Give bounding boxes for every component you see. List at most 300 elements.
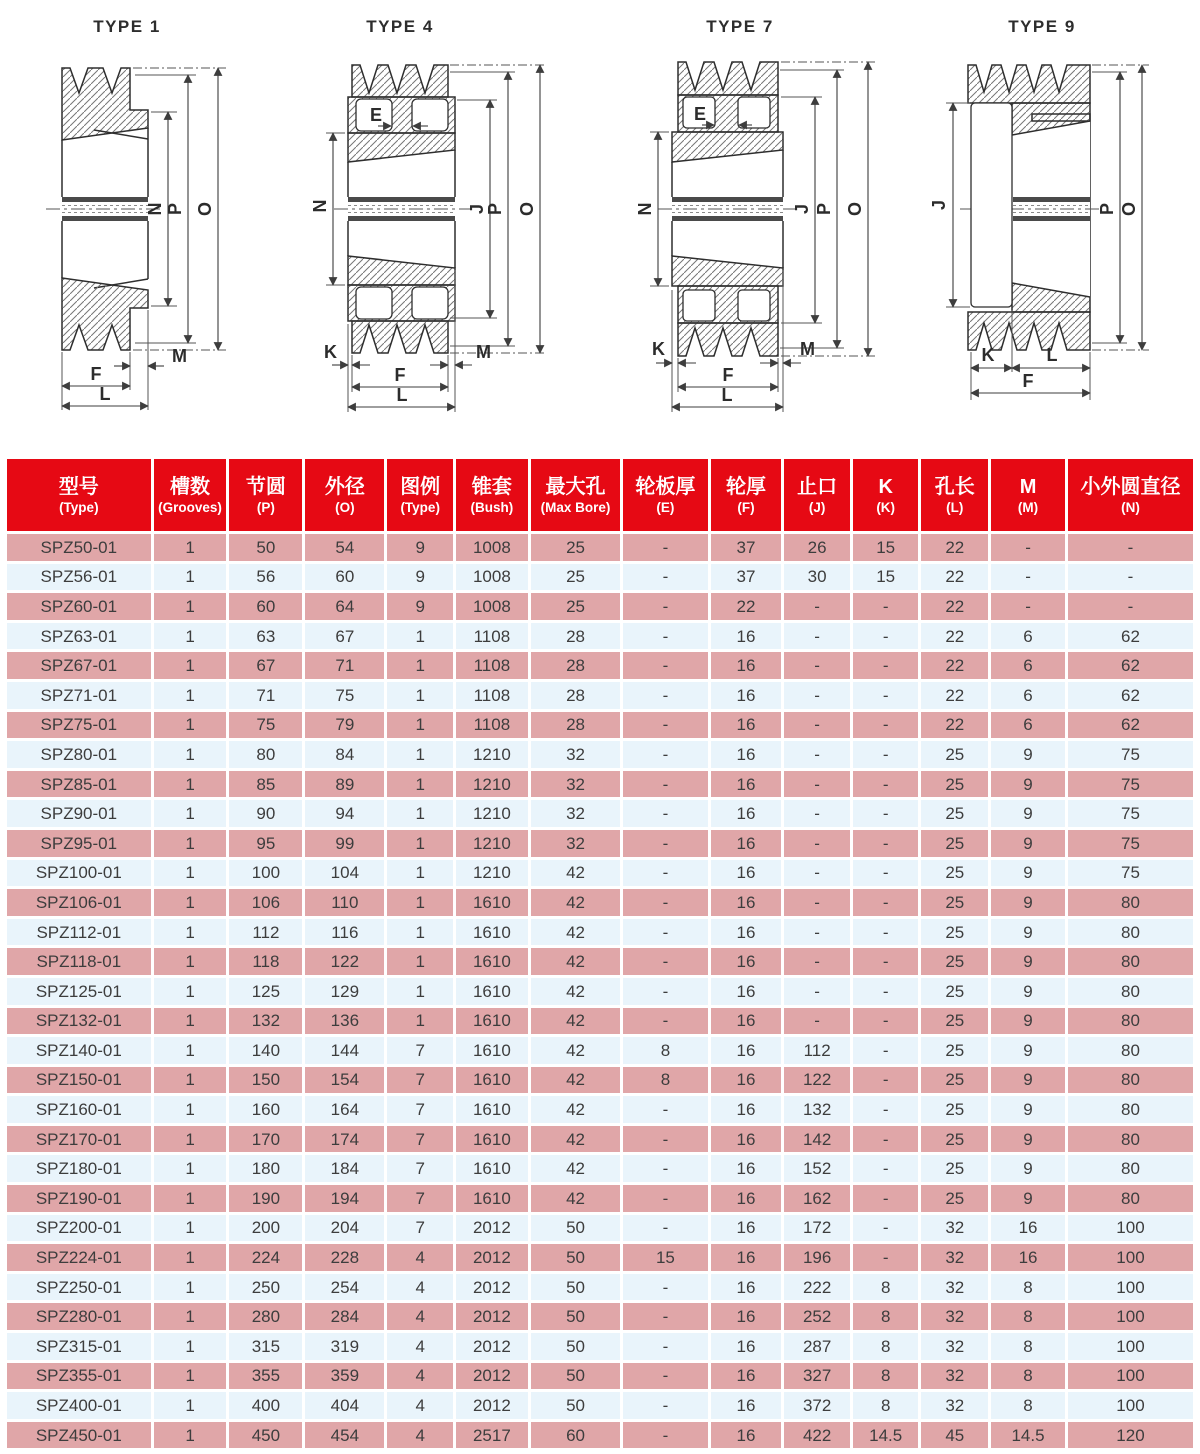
cell-r8-c1: 1 <box>154 771 227 798</box>
cell-r27-c5: 2012 <box>456 1333 528 1360</box>
cell-r12-c4: 1 <box>387 889 453 916</box>
cell-r1-c13: - <box>1068 564 1193 591</box>
cell-r25-c5: 2012 <box>456 1274 528 1301</box>
cell-r5-c0: SPZ71-01 <box>7 682 151 709</box>
dim-label-o: O <box>845 201 865 217</box>
cell-r9-c9: - <box>784 800 850 827</box>
cell-r6-c10: - <box>853 712 919 739</box>
cell-r14-c13: 80 <box>1068 948 1193 975</box>
cell-r19-c2: 160 <box>229 1096 302 1123</box>
cell-r23-c13: 100 <box>1068 1215 1193 1242</box>
cell-r14-c4: 1 <box>387 948 453 975</box>
cell-r1-c5: 1008 <box>456 564 528 591</box>
cell-r2-c3: 64 <box>305 593 384 620</box>
cell-r17-c11: 25 <box>921 1037 988 1064</box>
cell-r3-c1: 1 <box>154 623 227 650</box>
cell-r26-c7: - <box>623 1303 707 1330</box>
pulley-cross-section <box>960 65 1102 350</box>
cell-r19-c8: 16 <box>711 1096 782 1123</box>
column-header-2 <box>229 459 302 531</box>
dim-label-n: N <box>310 199 330 213</box>
cell-r16-c12: 9 <box>991 1008 1065 1035</box>
column-header-en: (N) <box>1121 499 1140 515</box>
cell-r10-c0: SPZ95-01 <box>7 830 151 857</box>
cell-r7-c9: - <box>784 741 850 768</box>
cell-r11-c11: 25 <box>921 860 988 887</box>
cell-r24-c3: 228 <box>305 1244 384 1271</box>
dim-label-p: P <box>485 202 505 216</box>
table-row-SPZ118-01 <box>7 948 1193 975</box>
cell-r20-c5: 1610 <box>456 1126 528 1153</box>
column-header-5 <box>456 459 528 531</box>
cell-r26-c0: SPZ280-01 <box>7 1303 151 1330</box>
cell-r11-c6: 42 <box>531 860 621 887</box>
cell-r25-c10: 8 <box>853 1274 919 1301</box>
cell-r13-c4: 1 <box>387 919 453 946</box>
cell-r22-c13: 80 <box>1068 1185 1193 1212</box>
cell-r17-c1: 1 <box>154 1037 227 1064</box>
cell-r27-c9: 287 <box>784 1333 850 1360</box>
table-row-SPZ140-01 <box>7 1037 1193 1064</box>
dim-label-o: O <box>517 201 537 217</box>
cell-r12-c7: - <box>623 889 707 916</box>
cell-r1-c8: 37 <box>711 564 782 591</box>
cell-r23-c12: 16 <box>991 1215 1065 1242</box>
cell-r17-c0: SPZ140-01 <box>7 1037 151 1064</box>
cell-r4-c3: 71 <box>305 652 384 679</box>
cell-r5-c12: 6 <box>991 682 1065 709</box>
cell-r23-c8: 16 <box>711 1215 782 1242</box>
cell-r27-c10: 8 <box>853 1333 919 1360</box>
cell-r29-c11: 32 <box>921 1392 988 1419</box>
diagram-title: TYPE 1 <box>93 17 161 36</box>
diagram-strip <box>0 0 1200 456</box>
dim-label-m: M <box>800 339 815 359</box>
cell-r18-c0: SPZ150-01 <box>7 1067 151 1094</box>
cell-r29-c13: 100 <box>1068 1392 1193 1419</box>
cell-r6-c13: 62 <box>1068 712 1193 739</box>
cell-r4-c11: 22 <box>921 652 988 679</box>
cell-r30-c9: 422 <box>784 1422 850 1449</box>
table-row-SPZ180-01 <box>7 1155 1193 1182</box>
cell-r7-c10: - <box>853 741 919 768</box>
cell-r12-c13: 80 <box>1068 889 1193 916</box>
cell-r11-c1: 1 <box>154 860 227 887</box>
column-header-en: (O) <box>335 499 355 515</box>
cell-r15-c12: 9 <box>991 978 1065 1005</box>
cell-r18-c5: 1610 <box>456 1067 528 1094</box>
cell-r1-c1: 1 <box>154 564 227 591</box>
cell-r1-c0: SPZ56-01 <box>7 564 151 591</box>
cell-r13-c11: 25 <box>921 919 988 946</box>
table-row-SPZ280-01 <box>7 1303 1193 1330</box>
cell-r10-c5: 1210 <box>456 830 528 857</box>
column-header-en: (M) <box>1017 499 1039 515</box>
column-header-zh: 图例 <box>400 475 441 498</box>
cell-r5-c1: 1 <box>154 682 227 709</box>
cell-r12-c9: - <box>784 889 850 916</box>
cell-r6-c11: 22 <box>921 712 988 739</box>
table-row-SPZ450-01 <box>7 1422 1193 1449</box>
cell-r0-c11: 22 <box>921 534 988 561</box>
dim-label-n: N <box>145 202 165 216</box>
cell-r24-c12: 16 <box>991 1244 1065 1271</box>
cell-r25-c12: 8 <box>991 1274 1065 1301</box>
cell-r27-c0: SPZ315-01 <box>7 1333 151 1360</box>
dim-label-f: F <box>722 365 734 385</box>
cell-r16-c13: 80 <box>1068 1008 1193 1035</box>
pulley-cross-section <box>658 62 798 356</box>
cell-r4-c1: 1 <box>154 652 227 679</box>
cell-r10-c1: 1 <box>154 830 227 857</box>
cell-r9-c13: 75 <box>1068 800 1193 827</box>
cell-r20-c2: 170 <box>229 1126 302 1153</box>
cell-r9-c11: 25 <box>921 800 988 827</box>
cell-r6-c7: - <box>623 712 707 739</box>
cell-r25-c2: 250 <box>229 1274 302 1301</box>
cell-r14-c2: 118 <box>229 948 302 975</box>
cell-r15-c13: 80 <box>1068 978 1193 1005</box>
cell-r5-c8: 16 <box>711 682 782 709</box>
cell-r14-c10: - <box>853 948 919 975</box>
cell-r21-c5: 1610 <box>456 1155 528 1182</box>
cell-r24-c9: 196 <box>784 1244 850 1271</box>
cell-r4-c5: 1108 <box>456 652 528 679</box>
cell-r10-c4: 1 <box>387 830 453 857</box>
cell-r26-c12: 8 <box>991 1303 1065 1330</box>
cell-r4-c0: SPZ67-01 <box>7 652 151 679</box>
cell-r24-c0: SPZ224-01 <box>7 1244 151 1271</box>
cell-r7-c7: - <box>623 741 707 768</box>
column-header-12 <box>991 459 1065 531</box>
cell-r2-c8: 22 <box>711 593 782 620</box>
cell-r7-c0: SPZ80-01 <box>7 741 151 768</box>
cell-r2-c4: 9 <box>387 593 453 620</box>
table-row-SPZ60-01 <box>7 593 1193 620</box>
cell-r19-c7: - <box>623 1096 707 1123</box>
cell-r27-c13: 100 <box>1068 1333 1193 1360</box>
cell-r27-c12: 8 <box>991 1333 1065 1360</box>
cell-r25-c6: 50 <box>531 1274 621 1301</box>
cell-r19-c6: 42 <box>531 1096 621 1123</box>
cell-r10-c11: 25 <box>921 830 988 857</box>
diagram-type-1 <box>0 0 300 456</box>
cell-r22-c7: - <box>623 1185 707 1212</box>
cell-r6-c5: 1108 <box>456 712 528 739</box>
column-header-en: (E) <box>656 499 675 515</box>
column-header-zh: M <box>1019 475 1037 498</box>
cell-r25-c13: 100 <box>1068 1274 1193 1301</box>
dim-label-m: M <box>476 342 491 362</box>
cell-r10-c7: - <box>623 830 707 857</box>
cell-r21-c8: 16 <box>711 1155 782 1182</box>
cell-r8-c10: - <box>853 771 919 798</box>
cell-r19-c5: 1610 <box>456 1096 528 1123</box>
cell-r20-c11: 25 <box>921 1126 988 1153</box>
cell-r8-c12: 9 <box>991 771 1065 798</box>
cell-r26-c6: 50 <box>531 1303 621 1330</box>
cell-r8-c7: - <box>623 771 707 798</box>
cell-r21-c3: 184 <box>305 1155 384 1182</box>
cell-r13-c5: 1610 <box>456 919 528 946</box>
column-header-zh: 止口 <box>797 475 838 498</box>
cell-r14-c8: 16 <box>711 948 782 975</box>
cell-r29-c10: 8 <box>853 1392 919 1419</box>
table-row-SPZ71-01 <box>7 682 1193 709</box>
column-header-0 <box>7 459 151 531</box>
cell-r17-c12: 9 <box>991 1037 1065 1064</box>
cell-r24-c8: 16 <box>711 1244 782 1271</box>
column-header-10 <box>853 459 919 531</box>
cell-r4-c2: 67 <box>229 652 302 679</box>
table-row-SPZ56-01 <box>7 564 1193 591</box>
cell-r11-c7: - <box>623 860 707 887</box>
cell-r9-c5: 1210 <box>456 800 528 827</box>
cell-r0-c10: 15 <box>853 534 919 561</box>
cell-r25-c11: 32 <box>921 1274 988 1301</box>
cell-r8-c3: 89 <box>305 771 384 798</box>
cell-r10-c8: 16 <box>711 830 782 857</box>
cell-r19-c12: 9 <box>991 1096 1065 1123</box>
cell-r22-c9: 162 <box>784 1185 850 1212</box>
cell-r14-c0: SPZ118-01 <box>7 948 151 975</box>
cell-r15-c6: 42 <box>531 978 621 1005</box>
cell-r10-c13: 75 <box>1068 830 1193 857</box>
table-row-SPZ112-01 <box>7 919 1193 946</box>
cell-r0-c5: 1008 <box>456 534 528 561</box>
cell-r11-c4: 1 <box>387 860 453 887</box>
cell-r12-c11: 25 <box>921 889 988 916</box>
cell-r30-c1: 1 <box>154 1422 227 1449</box>
cell-r3-c8: 16 <box>711 623 782 650</box>
cell-r3-c7: - <box>623 623 707 650</box>
column-header-11 <box>921 459 988 531</box>
cell-r30-c6: 60 <box>531 1422 621 1449</box>
column-header-4 <box>387 459 453 531</box>
cell-r18-c9: 122 <box>784 1067 850 1094</box>
cell-r21-c1: 1 <box>154 1155 227 1182</box>
spec-table <box>4 456 1196 1451</box>
cell-r24-c2: 224 <box>229 1244 302 1271</box>
cell-r13-c12: 9 <box>991 919 1065 946</box>
cell-r9-c6: 32 <box>531 800 621 827</box>
cell-r16-c2: 132 <box>229 1008 302 1035</box>
cell-r7-c11: 25 <box>921 741 988 768</box>
cell-r18-c10: - <box>853 1067 919 1094</box>
diagram-title: TYPE 7 <box>706 17 774 36</box>
cell-r26-c11: 32 <box>921 1303 988 1330</box>
cell-r28-c6: 50 <box>531 1363 621 1390</box>
cell-r6-c0: SPZ75-01 <box>7 712 151 739</box>
cell-r9-c0: SPZ90-01 <box>7 800 151 827</box>
dim-label-j: J <box>792 203 812 215</box>
cell-r16-c9: - <box>784 1008 850 1035</box>
cell-r20-c10: - <box>853 1126 919 1153</box>
cell-r4-c6: 28 <box>531 652 621 679</box>
cell-r28-c5: 2012 <box>456 1363 528 1390</box>
cell-r17-c4: 7 <box>387 1037 453 1064</box>
cell-r24-c11: 32 <box>921 1244 988 1271</box>
column-header-zh: 轮板厚 <box>635 475 696 498</box>
cell-r3-c11: 22 <box>921 623 988 650</box>
dim-label-m: M <box>172 346 187 366</box>
cell-r12-c3: 110 <box>305 889 384 916</box>
cell-r9-c3: 94 <box>305 800 384 827</box>
cell-r20-c7: - <box>623 1126 707 1153</box>
cell-r22-c0: SPZ190-01 <box>7 1185 151 1212</box>
dim-label-l: L <box>1046 345 1058 365</box>
cell-r15-c9: - <box>784 978 850 1005</box>
column-header-zh: 槽数 <box>170 475 211 498</box>
cell-r18-c12: 9 <box>991 1067 1065 1094</box>
cell-r7-c5: 1210 <box>456 741 528 768</box>
column-header-zh: 节圆 <box>245 475 286 498</box>
cell-r2-c6: 25 <box>531 593 621 620</box>
column-header-en: (L) <box>946 499 964 515</box>
cell-r20-c8: 16 <box>711 1126 782 1153</box>
table-row-SPZ63-01 <box>7 623 1193 650</box>
cell-r21-c12: 9 <box>991 1155 1065 1182</box>
cell-r17-c13: 80 <box>1068 1037 1193 1064</box>
cell-r26-c8: 16 <box>711 1303 782 1330</box>
cell-r9-c7: - <box>623 800 707 827</box>
cell-r16-c3: 136 <box>305 1008 384 1035</box>
cell-r2-c11: 22 <box>921 593 988 620</box>
column-header-zh: 小外圆直径 <box>1080 475 1181 498</box>
cell-r6-c6: 28 <box>531 712 621 739</box>
cell-r30-c10: 14.5 <box>853 1422 919 1449</box>
column-header-en: (Type) <box>400 499 440 515</box>
cell-r29-c9: 372 <box>784 1392 850 1419</box>
table-row-SPZ67-01 <box>7 652 1193 679</box>
table-row-SPZ90-01 <box>7 800 1193 827</box>
cell-r13-c0: SPZ112-01 <box>7 919 151 946</box>
table-row-SPZ315-01 <box>7 1333 1193 1360</box>
cell-r22-c3: 194 <box>305 1185 384 1212</box>
cell-r16-c7: - <box>623 1008 707 1035</box>
cell-r20-c0: SPZ170-01 <box>7 1126 151 1153</box>
cell-r27-c1: 1 <box>154 1333 227 1360</box>
cell-r4-c10: - <box>853 652 919 679</box>
cell-r12-c0: SPZ106-01 <box>7 889 151 916</box>
dim-label-f: F <box>394 365 406 385</box>
cell-r10-c12: 9 <box>991 830 1065 857</box>
cell-r14-c9: - <box>784 948 850 975</box>
cell-r21-c13: 80 <box>1068 1155 1193 1182</box>
cell-r22-c10: - <box>853 1185 919 1212</box>
cell-r16-c8: 16 <box>711 1008 782 1035</box>
cell-r3-c10: - <box>853 623 919 650</box>
cell-r20-c3: 174 <box>305 1126 384 1153</box>
cell-r23-c1: 1 <box>154 1215 227 1242</box>
cell-r9-c1: 1 <box>154 800 227 827</box>
cell-r26-c1: 1 <box>154 1303 227 1330</box>
cell-r8-c4: 1 <box>387 771 453 798</box>
cell-r8-c13: 75 <box>1068 771 1193 798</box>
table-row-SPZ50-01 <box>7 534 1193 561</box>
cell-r4-c7: - <box>623 652 707 679</box>
cell-r30-c0: SPZ450-01 <box>7 1422 151 1449</box>
dim-label-e: E <box>370 105 383 125</box>
cell-r20-c9: 142 <box>784 1126 850 1153</box>
cell-r29-c1: 1 <box>154 1392 227 1419</box>
column-header-en: (F) <box>737 499 755 515</box>
cell-r29-c7: - <box>623 1392 707 1419</box>
cell-r1-c3: 60 <box>305 564 384 591</box>
cell-r2-c12: - <box>991 593 1065 620</box>
dim-label-k: K <box>324 342 337 362</box>
cell-r7-c8: 16 <box>711 741 782 768</box>
cell-r28-c9: 327 <box>784 1363 850 1390</box>
cell-r2-c1: 1 <box>154 593 227 620</box>
cell-r14-c3: 122 <box>305 948 384 975</box>
cell-r14-c11: 25 <box>921 948 988 975</box>
cell-r20-c4: 7 <box>387 1126 453 1153</box>
cell-r10-c9: - <box>784 830 850 857</box>
dim-label-k: K <box>981 345 995 365</box>
cell-r4-c13: 62 <box>1068 652 1193 679</box>
cell-r28-c13: 100 <box>1068 1363 1193 1390</box>
cell-r2-c13: - <box>1068 593 1193 620</box>
cell-r22-c1: 1 <box>154 1185 227 1212</box>
column-header-zh: 型号 <box>58 475 99 498</box>
cell-r24-c7: 15 <box>623 1244 707 1271</box>
cell-r6-c3: 79 <box>305 712 384 739</box>
cell-r5-c6: 28 <box>531 682 621 709</box>
dim-label-p: P <box>165 202 185 216</box>
cell-r24-c13: 100 <box>1068 1244 1193 1271</box>
cell-r14-c6: 42 <box>531 948 621 975</box>
table-row-SPZ400-01 <box>7 1392 1193 1419</box>
cell-r21-c9: 152 <box>784 1155 850 1182</box>
table-row-SPZ250-01 <box>7 1274 1193 1301</box>
column-header-8 <box>711 459 782 531</box>
cell-r19-c13: 80 <box>1068 1096 1193 1123</box>
cell-r20-c12: 9 <box>991 1126 1065 1153</box>
cell-r23-c7: - <box>623 1215 707 1242</box>
cell-r17-c7: 8 <box>623 1037 707 1064</box>
cell-r28-c10: 8 <box>853 1363 919 1390</box>
cell-r29-c3: 404 <box>305 1392 384 1419</box>
cell-r8-c11: 25 <box>921 771 988 798</box>
cell-r11-c2: 100 <box>229 860 302 887</box>
cell-r25-c9: 222 <box>784 1274 850 1301</box>
cell-r18-c13: 80 <box>1068 1067 1193 1094</box>
cell-r11-c9: - <box>784 860 850 887</box>
table-row-SPZ75-01 <box>7 712 1193 739</box>
diagram-type-9 <box>900 0 1200 456</box>
cell-r20-c6: 42 <box>531 1126 621 1153</box>
cell-r17-c8: 16 <box>711 1037 782 1064</box>
cell-r18-c3: 154 <box>305 1067 384 1094</box>
cell-r24-c6: 50 <box>531 1244 621 1271</box>
cell-r0-c6: 25 <box>531 534 621 561</box>
cell-r13-c10: - <box>853 919 919 946</box>
table-row-SPZ85-01 <box>7 771 1193 798</box>
cell-r25-c8: 16 <box>711 1274 782 1301</box>
cell-r27-c3: 319 <box>305 1333 384 1360</box>
cell-r3-c0: SPZ63-01 <box>7 623 151 650</box>
cell-r2-c10: - <box>853 593 919 620</box>
cell-r27-c6: 50 <box>531 1333 621 1360</box>
cell-r8-c9: - <box>784 771 850 798</box>
cell-r14-c5: 1610 <box>456 948 528 975</box>
cell-r28-c1: 1 <box>154 1363 227 1390</box>
cell-r15-c5: 1610 <box>456 978 528 1005</box>
cell-r29-c12: 8 <box>991 1392 1065 1419</box>
cell-r21-c7: - <box>623 1155 707 1182</box>
cell-r26-c13: 100 <box>1068 1303 1193 1330</box>
